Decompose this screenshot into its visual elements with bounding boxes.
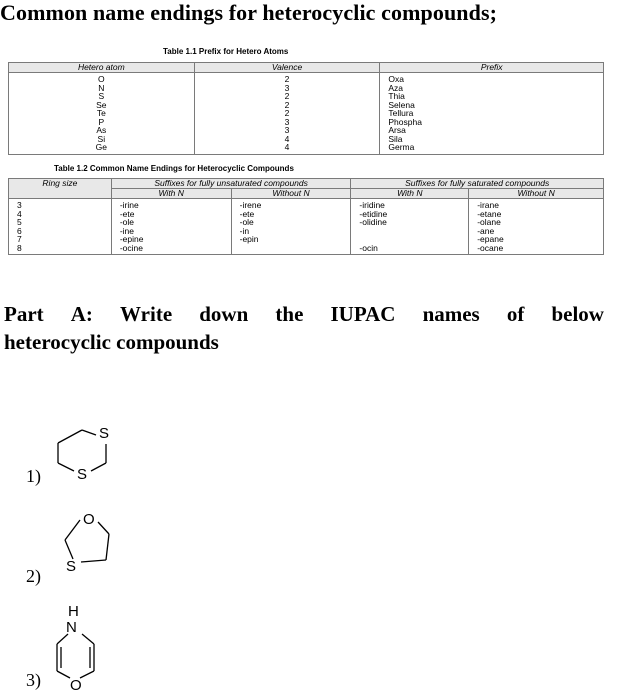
table-cell: 5 [9, 218, 112, 227]
table2-subheader: Without N [231, 189, 351, 199]
table-cell: -olane [469, 218, 604, 227]
compound-1-structure [48, 408, 128, 488]
table-cell: Aza [380, 84, 604, 93]
table-cell: -ane [469, 227, 604, 236]
table-cell: 2 [194, 101, 380, 110]
compound-3-atom-n: N [66, 619, 77, 636]
part-a-word: below [551, 302, 604, 326]
table-cell: -ocane [469, 244, 604, 255]
table-row [9, 244, 604, 255]
part-a-word: IUPAC [330, 302, 396, 326]
table-cell: -ine [111, 227, 231, 236]
table-row [9, 143, 604, 154]
table-cell: -irane [469, 199, 604, 210]
part-a-word: Part [4, 302, 44, 326]
table2-header-ring-size: Ring size [9, 179, 112, 199]
table2-header-saturated: Suffixes for fully saturated compounds [351, 179, 604, 189]
table-cell: Thia [380, 92, 604, 101]
table2-caption: Table 1.2 Common Name Endings for Heterocyclic Compounds [54, 164, 294, 173]
part-a-word: of [506, 302, 525, 326]
table-cell: -ocine [111, 244, 231, 255]
hetero-atom-prefix-table [8, 62, 604, 155]
table-cell: Tellura [380, 109, 604, 118]
part-a-word: names [422, 302, 480, 326]
table1-header: Hetero atom [9, 63, 195, 73]
table-cell: 3 [9, 199, 112, 210]
table-cell: Si [9, 135, 195, 144]
table-cell: 6 [9, 227, 112, 236]
table-cell: 3 [194, 118, 380, 127]
compound-2-atom-s: S [66, 558, 77, 575]
table-cell: 7 [9, 235, 112, 244]
table-cell: -ocin [351, 244, 469, 255]
table1-header: Valence [194, 63, 380, 73]
table2-subheader: With N [111, 189, 231, 199]
table2-subheader: Without N [469, 189, 604, 199]
table-row [9, 210, 604, 219]
table-cell: Germa [380, 143, 604, 154]
part-a-line-1 [4, 300, 604, 328]
table-cell: -epane [469, 235, 604, 244]
page-heading: Common name endings for heterocyclic compounds; [0, 0, 498, 25]
table-cell: 2 [194, 109, 380, 118]
compound-2-number: 2) [26, 566, 41, 586]
table-cell: 8 [9, 244, 112, 255]
table-cell: 4 [194, 135, 380, 144]
table-cell: -ole [111, 218, 231, 227]
table-cell: 2 [194, 92, 380, 101]
part-a-word: down [199, 302, 249, 326]
compound-1-atom-s: S [77, 466, 88, 483]
table-cell: -etidine [351, 210, 469, 219]
table-cell: 4 [194, 143, 380, 154]
table-cell: S [9, 92, 195, 101]
table-cell: -ete [231, 210, 351, 219]
table2-header-row [9, 179, 604, 189]
table-cell: -irene [231, 199, 351, 210]
table-cell: -ole [231, 218, 351, 227]
compound-2-structure [52, 504, 132, 584]
table-row [9, 84, 604, 93]
table-cell: Se [9, 101, 195, 110]
part-a-instruction [4, 300, 604, 356]
table-cell: -epin [231, 235, 351, 244]
part-a-word: A: [70, 302, 93, 326]
table-cell: N [9, 84, 195, 93]
table-cell: Ge [9, 143, 195, 154]
compound-3-atom-o: O [70, 677, 82, 694]
table-cell: Te [9, 109, 195, 118]
table1-caption: Table 1.1 Prefix for Hetero Atoms [163, 47, 289, 56]
table-cell: P [9, 118, 195, 127]
table2-subheader: With N [351, 189, 469, 199]
part-a-word: Write [120, 302, 173, 326]
table-cell: -olidine [351, 218, 469, 227]
table-cell: -etane [469, 210, 604, 219]
table-cell: Oxa [380, 73, 604, 84]
table-cell: 3 [194, 126, 380, 135]
table-row [9, 199, 604, 210]
compound-2-atom-o: O [83, 511, 95, 528]
table1-header-row [9, 63, 604, 73]
table-cell: -ete [111, 210, 231, 219]
table-cell: As [9, 126, 195, 135]
table-row [9, 235, 604, 244]
table-row [9, 227, 604, 236]
compound-1-number: 1) [26, 466, 41, 486]
compound-3-atom-h: H [68, 603, 79, 620]
table-cell [351, 227, 469, 236]
part-a-line-2: heterocyclic compounds [4, 330, 219, 354]
table1-header: Prefix [380, 63, 604, 73]
table-cell: Sila [380, 135, 604, 144]
table-cell: Selena [380, 101, 604, 110]
table-cell [231, 244, 351, 255]
table-cell: -epine [111, 235, 231, 244]
table-cell: O [9, 73, 195, 84]
table-cell: -iridine [351, 199, 469, 210]
table-cell: 4 [9, 210, 112, 219]
table-cell: 2 [194, 73, 380, 84]
table-cell: -in [231, 227, 351, 236]
part-a-word: the [275, 302, 304, 326]
compound-1-atom-s: S [99, 425, 110, 442]
ring-name-endings-table [8, 178, 604, 255]
table-cell: Phospha [380, 118, 604, 127]
table-cell: Arsa [380, 126, 604, 135]
table-row [9, 218, 604, 227]
table2-header-unsaturated: Suffixes for fully unsaturated compounds [111, 179, 351, 189]
table-row [9, 73, 604, 84]
table-cell: 3 [194, 84, 380, 93]
compound-3-structure [44, 600, 124, 700]
compound-3-number: 3) [26, 670, 41, 690]
table-row [9, 109, 604, 118]
table-cell: -irine [111, 199, 231, 210]
